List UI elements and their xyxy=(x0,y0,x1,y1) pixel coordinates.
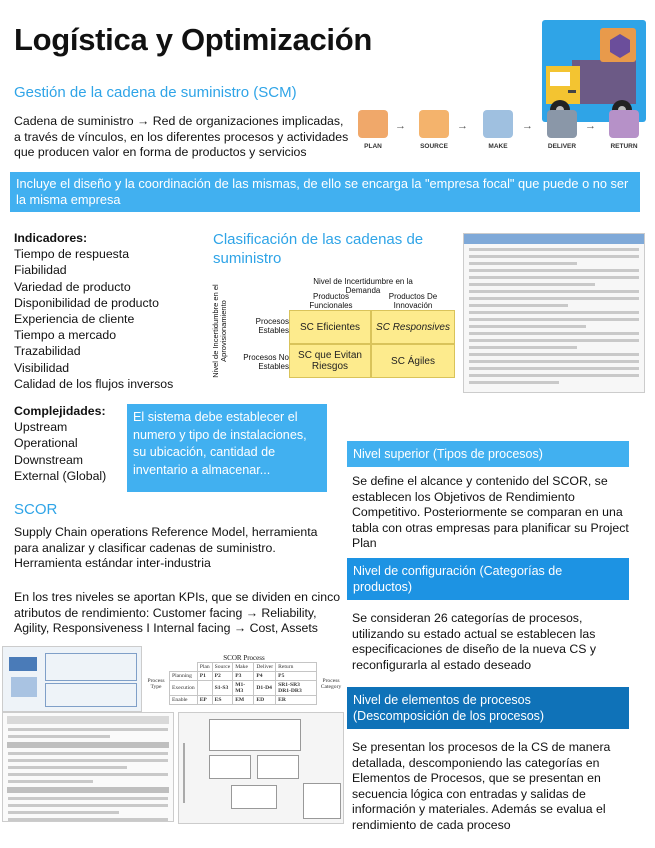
scor-process-table xyxy=(143,654,345,706)
sistema-box: El sistema debe establecer el numero y tipo de instalaciones, su ubicación, cantidad de inventario a almacenar... xyxy=(127,404,327,492)
flow-step-return: RETURN xyxy=(598,110,650,150)
deliver-icon xyxy=(547,110,577,138)
matrix-row-label: Procesos No Estables xyxy=(243,353,289,371)
scor-table-left-label: Process Type xyxy=(147,677,165,690)
clasificacion-heading: Clasificación de las cadenas de suministro xyxy=(213,231,424,267)
process-elements-thumbnail xyxy=(178,712,344,824)
scor-heading: SCOR xyxy=(14,501,58,518)
list-item: Tiempo a mercado xyxy=(14,328,117,343)
complejidades-list xyxy=(14,403,106,484)
arrow-icon: → xyxy=(395,120,406,132)
scor-table-title: SCOR Process xyxy=(223,654,265,662)
classification-matrix xyxy=(213,275,458,385)
scor-flow xyxy=(350,110,650,165)
matrix-cell-evitan-riesgos: SC que Evitan Riesgos xyxy=(289,344,371,378)
list-item: Experiencia de cliente xyxy=(14,312,135,327)
list-item: Visibilidad xyxy=(14,360,70,375)
page-title: Logística y Optimización xyxy=(14,22,372,57)
matrix-side-label: Nivel de Incertidumbre en el Aprovisionamiento xyxy=(211,284,228,378)
nivel-configuracion-heading: Nivel de configuración (Categorías de productos) xyxy=(347,558,629,600)
list-item: Tiempo de respuesta xyxy=(14,247,130,262)
indicadores-heading: Indicadores: xyxy=(14,231,88,245)
matrix-cell-eficientes: SC Eficientes xyxy=(289,310,371,344)
matrix-top-label: Nivel de Incertidumbre en la Demanda xyxy=(313,277,413,295)
scm-banner: Incluye el diseño y la coordinación de las mismas, de ello se encarga la "empresa focal" que puede o no ser la misma empresa xyxy=(10,172,640,212)
matrix-cell-responsives: SC Responsives xyxy=(371,310,455,344)
nivel-configuracion-text: Se consideran 26 categorías de procesos, utilizando su estado actual se establecen las especificaciones de diseño de la nueva CS y reconfigurarla al estado deseado xyxy=(352,611,597,672)
list-item: Fiabilidad xyxy=(14,263,67,278)
flow-step-plan: PLAN xyxy=(347,110,399,150)
nivel-elementos-text: Se presentan los procesos de la CS de manera detallada, descomponiendo las categorías en Elementos de Procesos, que se presentan en secuencia lógica con entradas y salidas de información y materiales. Además se evalua el rendimiento de cada proceso xyxy=(352,740,611,832)
list-item: Trazabilidad xyxy=(14,344,81,359)
metrics-table-thumbnail xyxy=(2,712,174,822)
matrix-col-label: Productos De Innovación xyxy=(388,292,438,310)
scor-table-right-label: Process Category xyxy=(320,677,342,690)
arrow-icon: → xyxy=(522,120,533,132)
scor-table: Process Type Plan Source Make Deliver Return Process Category Planning P1 P2 P3 P4 P5 Execution S1-S3 M1-M3 D1-D4 SR1-SR3 DR1-DR3 Enable EP ES EM ED ER xyxy=(143,662,345,705)
complejidades-heading: Complejidades: xyxy=(14,404,106,418)
arrow-icon: → xyxy=(585,120,596,132)
return-icon xyxy=(609,110,639,138)
scor-text-2: En los tres niveles se aportan KPIs, que se dividen en cinco atributos de rendimiento: Customer facing → Reliability, Agility, Responsiveness I Internal facing → Cost, Assets xyxy=(14,590,341,636)
nivel-superior-text: Se define el alcance y contenido del SCOR, se establecen los Objetivos de Rendimiento Competitivo. Posteriormente se comparan en una tabla con otras empresas para planificar su Project Plan xyxy=(352,474,629,551)
list-item: Variedad de producto xyxy=(14,279,131,294)
matrix-col-label: Productos Funcionales xyxy=(309,292,353,310)
arrow-icon: → xyxy=(457,120,468,132)
nivel-elementos-heading: Nivel de elementos de procesos (Descomposición de los procesos) xyxy=(347,687,629,729)
scor-text-1: Supply Chain operations Reference Model, herramienta para analizar y clasificar cadenas de suministro. Herramienta estándar inter-industria xyxy=(14,525,318,571)
list-item: Upstream xyxy=(14,420,68,435)
flow-step-deliver: DELIVER xyxy=(536,110,588,150)
list-item: Disponibilidad de producto xyxy=(14,295,159,310)
flow-step-source: SOURCE xyxy=(408,110,460,150)
flow-step-make: MAKE xyxy=(472,110,524,150)
scm-text: Cadena de suministro → Red de organizaciones implicadas, a través de vínculos, en los diferentes procesos y actividades que producen valor en forma de productos y servicios xyxy=(14,114,349,160)
list-item: Calidad de los flujos inversos xyxy=(14,376,174,391)
scor-diagram-thumbnail xyxy=(2,646,142,712)
indicadores-list xyxy=(14,230,173,392)
source-icon xyxy=(419,110,449,138)
list-item: External (Global) xyxy=(14,468,107,483)
list-item: Downstream xyxy=(14,452,84,467)
list-item: Operational xyxy=(14,436,78,451)
matrix-cell-agiles: SC Ágiles xyxy=(371,344,455,378)
scm-heading: Gestión de la cadena de suministro (SCM) xyxy=(14,84,297,101)
make-icon xyxy=(483,110,513,138)
matrix-row-label: Procesos Estables xyxy=(255,317,289,335)
nivel-superior-heading: Nivel superior (Tipos de procesos) xyxy=(347,441,629,467)
plan-icon xyxy=(358,110,388,138)
comparison-table-image xyxy=(463,233,645,393)
